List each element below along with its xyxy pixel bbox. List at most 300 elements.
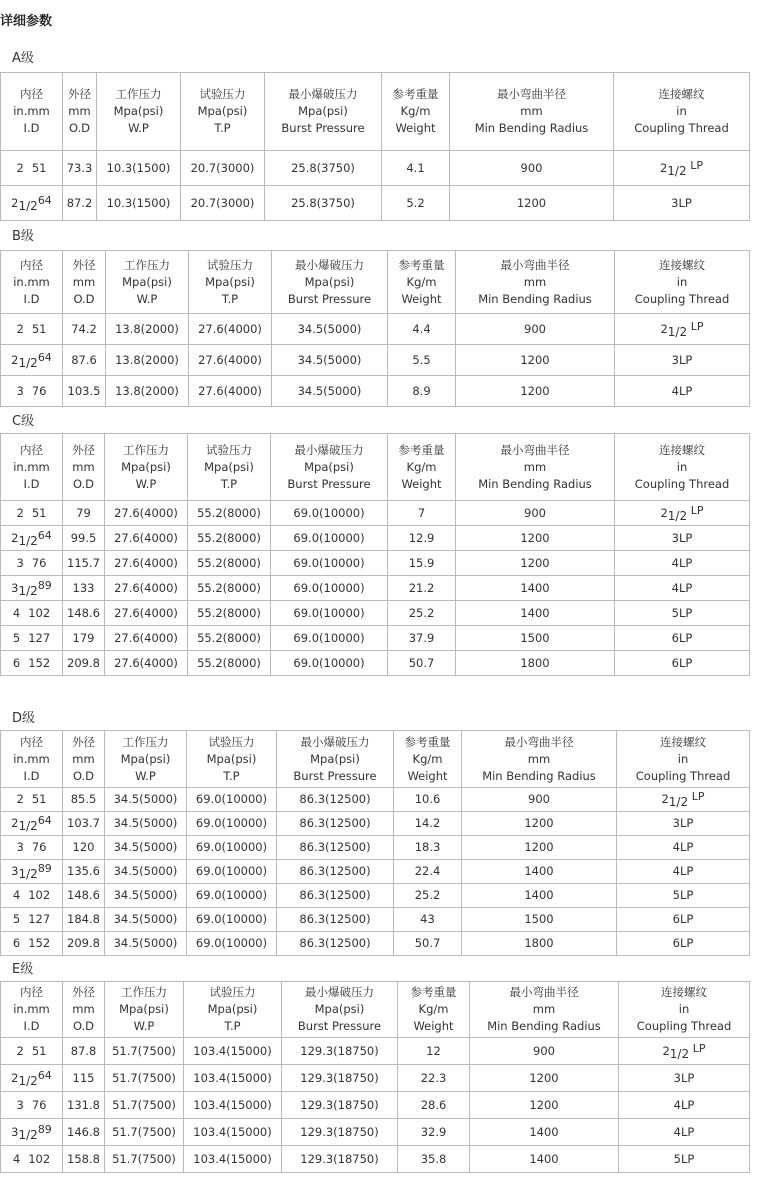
grade-label: A级	[12, 51, 34, 66]
cell-id	[1, 601, 63, 626]
header-line: I.D	[23, 1019, 40, 1033]
header-line: 外径	[72, 985, 95, 999]
cell-br: 1400	[470, 1119, 619, 1146]
cell-tp: 55.2(8000)	[188, 501, 271, 526]
cell-br: 900	[462, 788, 617, 812]
cell-id	[1, 788, 63, 812]
id-inch: 2	[11, 530, 19, 545]
grade-label: D级	[12, 711, 36, 726]
header-tp	[187, 731, 277, 788]
header-id	[1, 982, 63, 1038]
header-line: 外径	[72, 734, 95, 749]
header-id	[1, 251, 63, 314]
cell-bp: 86.3(12500)	[277, 884, 394, 908]
ct-value: 5LP	[671, 605, 693, 620]
table-row	[1, 151, 750, 186]
header-line: 外径	[72, 442, 95, 457]
id-inch: 2	[11, 816, 19, 830]
ct-value: 4LP	[671, 580, 693, 595]
header-line: 连接螺纹	[658, 87, 705, 101]
header-line: 外径	[72, 257, 96, 272]
cell-wt: 50.7	[394, 932, 462, 956]
table-row	[1, 884, 750, 908]
header-ct	[614, 73, 750, 151]
table-row	[1, 860, 750, 884]
header-line: 最小爆破压力	[294, 442, 364, 457]
cell-tp: 69.0(10000)	[187, 908, 277, 932]
header-line: Mpa(psi)	[207, 1002, 258, 1016]
cell-wt: 18.3	[394, 836, 462, 860]
header-line: 工作压力	[123, 442, 169, 457]
header-wp	[97, 73, 181, 151]
header-line: 工作压力	[115, 87, 162, 101]
cell-tp: 103.4(15000)	[184, 1119, 282, 1146]
id-mm: 64	[37, 1068, 52, 1082]
id-mm: 76	[31, 1097, 47, 1112]
ct-value: 6LP	[672, 912, 694, 926]
id-inch: 3	[11, 1124, 19, 1139]
table-row	[1, 526, 750, 551]
id-mm: 51	[31, 505, 47, 520]
header-line: Mpa(psi)	[197, 104, 248, 118]
header-line: Kg/m	[406, 274, 437, 289]
cell-ct	[614, 186, 750, 221]
cell-ct	[615, 376, 750, 407]
table-row	[1, 186, 750, 221]
cell-wp: 13.8(2000)	[106, 314, 189, 345]
cell-bp: 129.3(18750)	[282, 1092, 398, 1119]
table-row	[1, 376, 750, 407]
id-mm: 51	[31, 160, 47, 175]
cell-tp: 69.0(10000)	[187, 932, 277, 956]
header-wt	[388, 434, 456, 501]
header-line: 连接螺纹	[659, 442, 705, 457]
table-row	[1, 601, 750, 626]
ct-value: 4LP	[673, 1097, 695, 1112]
header-line: in.mm	[13, 104, 50, 118]
ct-value: 6LP	[671, 655, 693, 670]
cell-ct	[617, 860, 750, 884]
grade-label: E级	[12, 962, 34, 977]
header-od	[63, 251, 106, 314]
id-mm: 64	[37, 528, 52, 542]
cell-wt: 12.9	[388, 526, 456, 551]
header-od	[63, 982, 105, 1038]
id-inch: 3	[16, 1097, 24, 1112]
table-row	[1, 651, 750, 676]
id-inch: 4	[12, 888, 21, 902]
header-line: Min Bending Radius	[487, 1019, 601, 1033]
id-mm: 64	[37, 350, 52, 364]
header-line: in	[676, 274, 688, 289]
cell-id	[1, 576, 63, 601]
cell-ct	[619, 1119, 750, 1146]
header-tp	[188, 434, 271, 501]
cell-wt: 15.9	[388, 551, 456, 576]
table-row	[1, 1065, 750, 1092]
header-line: 参考重量	[398, 442, 445, 457]
id-mm: 64	[37, 814, 52, 827]
cell-id	[1, 551, 63, 576]
cell-ct	[615, 345, 750, 376]
header-row	[1, 731, 750, 788]
cell-tp: 27.6(4000)	[189, 376, 272, 407]
cell-wt: 28.6	[398, 1092, 470, 1119]
cell-id	[1, 932, 63, 956]
header-line: 参考重量	[404, 734, 451, 749]
cell-id	[1, 1119, 63, 1146]
header-line: 参考重量	[392, 87, 439, 101]
cell-ct	[615, 551, 750, 576]
cell-id	[1, 1038, 63, 1065]
id-inch: 4	[12, 605, 21, 620]
cell-br: 1200	[462, 836, 617, 860]
header-line: W.P	[133, 1019, 155, 1033]
cell-id	[1, 626, 63, 651]
header-od	[63, 731, 105, 788]
cell-ct	[617, 932, 750, 956]
id-mm: 89	[37, 1122, 52, 1136]
cell-wp: 51.7(7500)	[105, 1038, 184, 1065]
cell-od: 87.6	[63, 345, 106, 376]
table-row	[1, 551, 750, 576]
header-line: mm	[532, 1002, 556, 1016]
header-line: W.P	[135, 768, 156, 783]
cell-id	[1, 836, 63, 860]
header-line: 内径	[20, 442, 43, 457]
header-line: Mpa(psi)	[121, 459, 171, 474]
ct-value: 3LP	[671, 530, 693, 545]
header-line: Kg/m	[418, 1002, 449, 1016]
ct-value: 2	[660, 505, 668, 520]
cell-wp: 27.6(4000)	[105, 576, 188, 601]
header-ct	[615, 251, 750, 314]
header-line: Mpa(psi)	[113, 104, 164, 118]
id-mm: 76	[31, 383, 47, 398]
grade-label: B级	[12, 229, 34, 244]
id-inch: 3	[16, 555, 24, 570]
cell-id	[1, 908, 63, 932]
header-bp	[271, 434, 388, 501]
header-bp	[282, 982, 398, 1038]
header-line: O.D	[68, 121, 91, 135]
id-inch: 2	[11, 1070, 19, 1085]
cell-od: 148.6	[63, 884, 105, 908]
header-line: O.D	[72, 476, 95, 491]
cell-bp: 25.8(3750)	[265, 186, 382, 221]
id-inch: 3	[16, 383, 24, 398]
header-line: 试验压力	[206, 442, 252, 457]
header-line: Mpa(psi)	[205, 274, 255, 289]
cell-wp: 34.5(5000)	[105, 860, 187, 884]
cell-od: 146.8	[63, 1119, 105, 1146]
cell-ct	[619, 1065, 750, 1092]
cell-ct	[615, 314, 750, 345]
id-mm: 51	[31, 1043, 47, 1058]
header-line: T.P	[224, 1019, 241, 1033]
header-id	[1, 731, 63, 788]
header-line: 最小弯曲半径	[500, 257, 570, 272]
cell-wt: 32.9	[398, 1119, 470, 1146]
header-line: 参考重量	[410, 985, 457, 999]
cell-bp: 129.3(18750)	[282, 1065, 398, 1092]
cell-tp: 27.6(4000)	[189, 314, 272, 345]
id-mm: 89	[37, 862, 52, 875]
id-mm: 76	[31, 555, 47, 570]
header-line: Mpa(psi)	[304, 274, 355, 289]
header-row	[1, 434, 750, 501]
cell-wp: 51.7(7500)	[105, 1092, 184, 1119]
header-line: I.D	[23, 121, 40, 135]
cell-wp: 27.6(4000)	[105, 526, 188, 551]
cell-bp: 129.3(18750)	[282, 1119, 398, 1146]
cell-ct	[615, 601, 750, 626]
cell-wt: 22.4	[394, 860, 462, 884]
cell-id	[1, 314, 63, 345]
header-line: 试验压力	[207, 257, 253, 272]
cell-br: 1400	[462, 884, 617, 908]
header-tp	[184, 982, 282, 1038]
header-wt	[382, 73, 450, 151]
header-line: 内径	[20, 734, 43, 749]
cell-od: 184.8	[63, 908, 105, 932]
cell-bp: 69.0(10000)	[271, 501, 388, 526]
id-inch: 2	[16, 505, 24, 520]
header-line: Coupling Thread	[634, 121, 729, 135]
header-line: Burst Pressure	[287, 291, 372, 306]
cell-wp: 27.6(4000)	[105, 626, 188, 651]
table-row	[1, 1146, 750, 1173]
id-inch: 6	[12, 655, 21, 670]
id-mm: 102	[28, 1151, 51, 1166]
id-inch: 3	[16, 840, 24, 854]
ct-value: 3LP	[673, 1070, 695, 1085]
id-inch: 5	[12, 630, 21, 645]
id-inch: 6	[12, 936, 21, 950]
header-line: 最小弯曲半径	[509, 985, 579, 999]
cell-wp: 13.8(2000)	[106, 345, 189, 376]
ct-lp: LP	[690, 319, 704, 333]
id-mm: 152	[28, 655, 51, 670]
header-br	[470, 982, 619, 1038]
ct-frac: 1/2	[669, 1046, 690, 1061]
cell-br: 1200	[450, 186, 614, 221]
spec-table	[0, 250, 750, 407]
spec-table	[0, 730, 750, 956]
cell-tp: 103.4(15000)	[184, 1038, 282, 1065]
cell-id	[1, 151, 63, 186]
cell-ct	[619, 1146, 750, 1173]
header-wt	[388, 251, 456, 314]
cell-wt: 10.6	[394, 788, 462, 812]
header-line: Min Bending Radius	[478, 476, 592, 491]
cell-od: 87.8	[63, 1038, 105, 1065]
header-line: in	[677, 751, 689, 766]
cell-wt: 8.9	[388, 376, 456, 407]
header-bp	[272, 251, 388, 314]
header-line: W.P	[128, 121, 149, 135]
ct-value: 3LP	[671, 352, 693, 367]
cell-id	[1, 501, 63, 526]
ct-value: 6LP	[672, 936, 694, 950]
ct-value: 6LP	[671, 630, 693, 645]
cell-bp: 69.0(10000)	[271, 651, 388, 676]
header-line: Coupling Thread	[634, 291, 730, 306]
header-row	[1, 251, 750, 314]
header-wp	[106, 251, 189, 314]
header-wp	[105, 434, 188, 501]
header-line: 连接螺纹	[659, 257, 705, 272]
header-line: Mpa(psi)	[120, 751, 171, 766]
id-mm: 76	[31, 840, 47, 854]
header-line: in	[676, 104, 687, 118]
ct-frac: 1/2	[667, 508, 688, 523]
id-mm: 102	[28, 605, 51, 620]
cell-ct	[615, 626, 750, 651]
cell-od: 148.6	[63, 601, 105, 626]
id-frac: 1/2	[18, 198, 38, 213]
header-line: Kg/m	[406, 459, 437, 474]
cell-od: 133	[63, 576, 105, 601]
page-title: 详细参数	[0, 14, 53, 29]
id-mm: 89	[37, 578, 52, 592]
cell-ct	[617, 836, 750, 860]
header-line: 试验压力	[199, 87, 246, 101]
id-frac: 1/2	[18, 583, 38, 598]
header-line: Burst Pressure	[281, 121, 365, 135]
header-line: I.D	[23, 476, 40, 491]
ct-value: 2	[659, 160, 668, 175]
id-mm: 127	[28, 912, 51, 926]
ct-value: 3LP	[671, 195, 692, 210]
header-line: Mpa(psi)	[304, 459, 354, 474]
ct-value: 2	[661, 792, 669, 806]
id-mm: 127	[28, 630, 51, 645]
cell-br: 1800	[456, 651, 615, 676]
table-row	[1, 501, 750, 526]
header-line: Weight	[407, 768, 448, 783]
cell-tp: 103.4(15000)	[184, 1092, 282, 1119]
id-inch: 2	[16, 792, 24, 806]
cell-bp: 86.3(12500)	[277, 788, 394, 812]
cell-wp: 13.8(2000)	[106, 376, 189, 407]
header-line: Coupling Thread	[634, 476, 730, 491]
cell-wp: 27.6(4000)	[105, 601, 188, 626]
id-mm: 51	[31, 321, 47, 336]
header-line: mm	[72, 459, 95, 474]
table-row	[1, 932, 750, 956]
cell-od: 135.6	[63, 860, 105, 884]
ct-frac: 1/2	[667, 324, 688, 339]
cell-wp: 27.6(4000)	[105, 651, 188, 676]
id-inch: 3	[11, 864, 19, 878]
cell-bp: 69.0(10000)	[271, 526, 388, 551]
cell-ct	[617, 908, 750, 932]
cell-br: 1200	[456, 345, 615, 376]
cell-br: 1400	[470, 1146, 619, 1173]
cell-tp: 55.2(8000)	[188, 651, 271, 676]
ct-lp: LP	[692, 1041, 706, 1055]
cell-br: 1500	[456, 626, 615, 651]
header-id	[1, 73, 63, 151]
header-line: 参考重量	[398, 257, 445, 272]
cell-bp: 34.5(5000)	[272, 345, 388, 376]
header-line: Coupling Thread	[636, 1019, 732, 1033]
cell-od: 179	[63, 626, 105, 651]
cell-tp: 20.7(3000)	[181, 186, 265, 221]
cell-bp: 69.0(10000)	[271, 576, 388, 601]
header-line: 内径	[20, 985, 43, 999]
cell-wp: 34.5(5000)	[105, 932, 187, 956]
cell-tp: 69.0(10000)	[187, 788, 277, 812]
cell-ct	[615, 526, 750, 551]
header-ct	[617, 731, 750, 788]
cell-od: 115.7	[63, 551, 105, 576]
header-line: 工作压力	[122, 734, 169, 749]
cell-ct	[617, 812, 750, 836]
header-line: Coupling Thread	[635, 768, 731, 783]
ct-frac: 1/2	[668, 795, 689, 809]
header-line: 最小爆破压力	[305, 985, 374, 999]
cell-id	[1, 345, 63, 376]
header-wp	[105, 731, 187, 788]
id-frac: 1/2	[18, 533, 38, 548]
cell-wp: 10.3(1500)	[97, 186, 181, 221]
cell-wt: 50.7	[388, 651, 456, 676]
cell-od: 103.5	[63, 376, 106, 407]
header-br	[456, 434, 615, 501]
cell-ct	[615, 576, 750, 601]
id-inch: 3	[11, 580, 19, 595]
ct-lp: LP	[690, 503, 704, 517]
cell-wt: 22.3	[398, 1065, 470, 1092]
cell-wt: 7	[388, 501, 456, 526]
cell-br: 1200	[470, 1065, 619, 1092]
header-line: 内径	[20, 87, 43, 101]
cell-wt: 25.2	[388, 601, 456, 626]
cell-wp: 34.5(5000)	[105, 788, 187, 812]
cell-bp: 86.3(12500)	[277, 932, 394, 956]
header-line: Weight	[395, 121, 436, 135]
cell-bp: 25.8(3750)	[265, 151, 382, 186]
header-br	[456, 251, 615, 314]
cell-id	[1, 186, 63, 221]
spec-table	[0, 433, 750, 676]
cell-br: 1200	[456, 526, 615, 551]
cell-tp: 20.7(3000)	[181, 151, 265, 186]
ct-value: 4LP	[673, 1124, 695, 1139]
table-row	[1, 314, 750, 345]
cell-od: 73.3	[63, 151, 97, 186]
header-line: mm	[72, 751, 95, 766]
header-line: 连接螺纹	[660, 734, 706, 749]
cell-wt: 12	[398, 1038, 470, 1065]
table-row	[1, 836, 750, 860]
cell-od: 120	[63, 836, 105, 860]
id-frac: 1/2	[18, 819, 38, 833]
cell-bp: 69.0(10000)	[271, 626, 388, 651]
header-line: Kg/m	[400, 104, 431, 118]
id-inch: 2	[16, 160, 24, 175]
header-wp	[105, 982, 184, 1038]
id-frac: 1/2	[18, 1127, 38, 1142]
ct-frac: 1/2	[667, 163, 687, 178]
header-row	[1, 982, 750, 1038]
header-wt	[394, 731, 462, 788]
header-line: Burst Pressure	[287, 476, 371, 491]
cell-wt: 25.2	[394, 884, 462, 908]
cell-bp: 69.0(10000)	[271, 601, 388, 626]
